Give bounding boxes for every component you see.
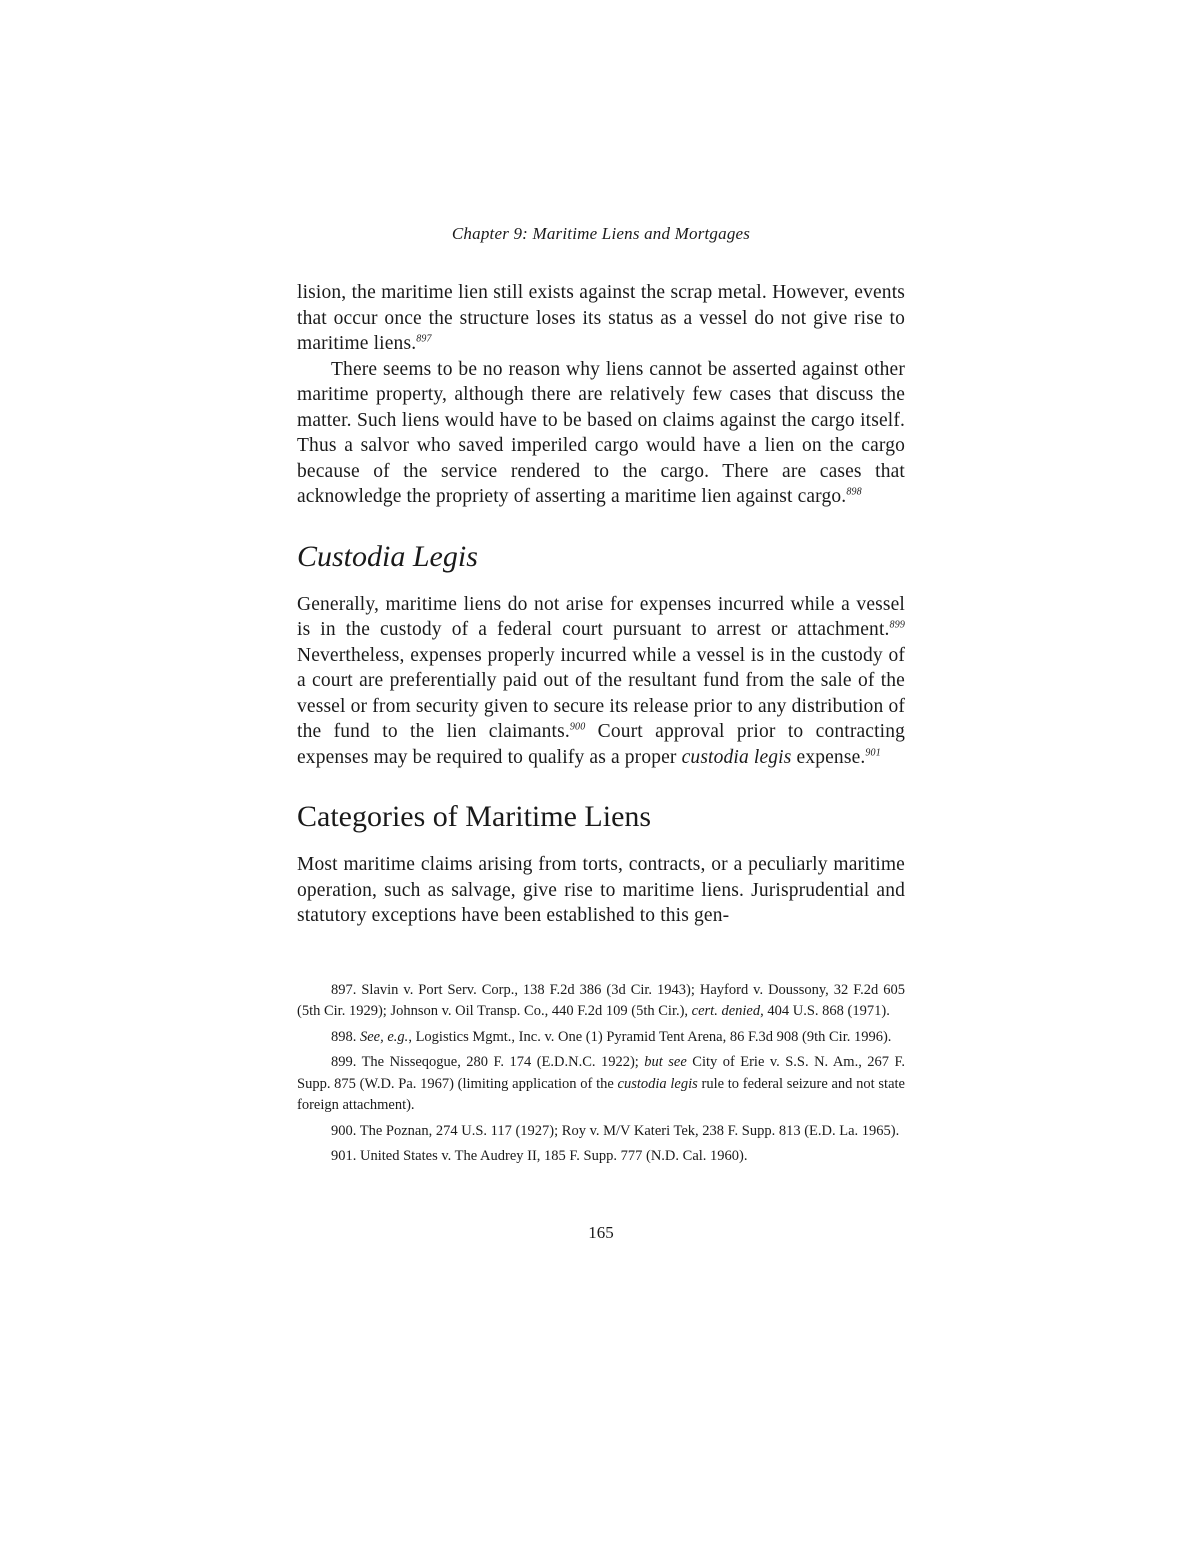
paragraph-text: Court approval prior to contracting expenses may be required to qualify as a proper xyxy=(297,721,906,768)
footnote-text: , 404 U.S. 868 (1971). xyxy=(760,1003,890,1019)
footnote-text: rule to federal seizure and not state foreign attachment). xyxy=(297,1075,905,1113)
footnote-text: 898. xyxy=(331,1028,360,1045)
running-head: Chapter 9: Maritime Liens and Mortgages xyxy=(451,224,751,243)
footnote-ref-898[interactable]: 898 xyxy=(846,486,862,498)
section-heading-categories: Categories of Maritime Liens xyxy=(297,800,652,833)
footnote-ref-899[interactable]: 899 xyxy=(889,619,905,631)
paragraph-text: Generally, maritime liens do not arise for expenses incurred while a vessel is in the custody of a federal court pursuant to arrest or attachment. xyxy=(297,593,905,640)
footnote-italic: See, e.g. xyxy=(360,1028,409,1045)
footnotes xyxy=(297,980,905,1168)
footnote-italic: cert. denied xyxy=(691,1003,761,1019)
footnote-italic: custodia legis xyxy=(617,1075,698,1092)
footnote-899 xyxy=(297,1052,905,1117)
paragraph-cargo-liens xyxy=(297,357,905,510)
paragraph-continued xyxy=(297,280,905,357)
footnote-ref-897[interactable]: 897 xyxy=(416,333,432,345)
footnote-italic: but see xyxy=(644,1054,687,1070)
italic-term: custodia legis xyxy=(681,746,792,768)
footnote-ref-900[interactable]: 900 xyxy=(569,721,586,733)
footnote-900: 900. The Poznan, 274 U.S. 117 (1927); Roy v. M/V Kateri Tek, 238 F. Supp. 813 (E.D. La. 1965). xyxy=(331,1122,900,1139)
footnote-text: 897. Slavin v. Port Serv. Corp., 138 F.2d 386 (3d Cir. 1943); Hayford v. Doussony, 32 F.2d 605 (5th Cir. 1929); Johnson v. Oil Transp. Co., 440 F.2d 109 (5th Cir.), xyxy=(297,981,905,1019)
paragraph-custodia-legis xyxy=(297,592,905,771)
footnote-ref-901[interactable]: 901 xyxy=(865,747,881,758)
book-page xyxy=(297,224,905,1243)
footnote-897 xyxy=(297,980,905,1023)
paragraph-text: expense. xyxy=(791,746,866,768)
paragraph-text: lision, the maritime lien still exists against the scrap metal. However, events that occur once the structure loses its status as a vessel do not give rise to maritime liens. xyxy=(297,282,905,354)
footnote-text: , Logistics Mgmt., Inc. v. One (1) Pyramid Tent Arena, 86 F.3d 908 (9th Cir. 1996). xyxy=(408,1028,892,1045)
section-heading-custodia-legis: Custodia Legis xyxy=(297,539,478,573)
page-number: 165 xyxy=(588,1222,614,1242)
paragraph-categories: Most maritime claims arising from torts, contracts, or a peculiarly maritime operation, such as salvage, give rise to maritime liens. Jurisprudential and statutory exceptions have been established to this gen- xyxy=(297,854,905,926)
paragraph-text: There seems to be no reason why liens cannot be asserted against other maritime property, although there are relatively few cases that discuss the matter. Such liens would have to be based on claims against the cargo itself. Thus a salvor who saved imperiled cargo would have a lien on the cargo because of the service rendered to the cargo. There are cases that acknowledge the propriety of asserting a maritime lien against cargo. xyxy=(297,358,905,507)
footnote-text: City of Erie v. S.S. N. Am., 267 F. Supp. 875 (W.D. Pa. 1967) (limiting application of the xyxy=(297,1054,906,1092)
footnote-901: 901. United States v. The Audrey II, 185 F. Supp. 777 (N.D. Cal. 1960). xyxy=(331,1148,748,1164)
footnote-898 xyxy=(297,1027,905,1049)
footnote-text: 899. The Nisseqogue, 280 F. 174 (E.D.N.C. 1922); xyxy=(331,1054,645,1070)
paragraph-text: Nevertheless, expenses properly incurred while a vessel is in the custody of a court are preferentially paid out of the resultant fund from the sale of the vessel or from security given to secure its release prior to any distribution of the fund to the lien claimants. xyxy=(297,644,905,742)
